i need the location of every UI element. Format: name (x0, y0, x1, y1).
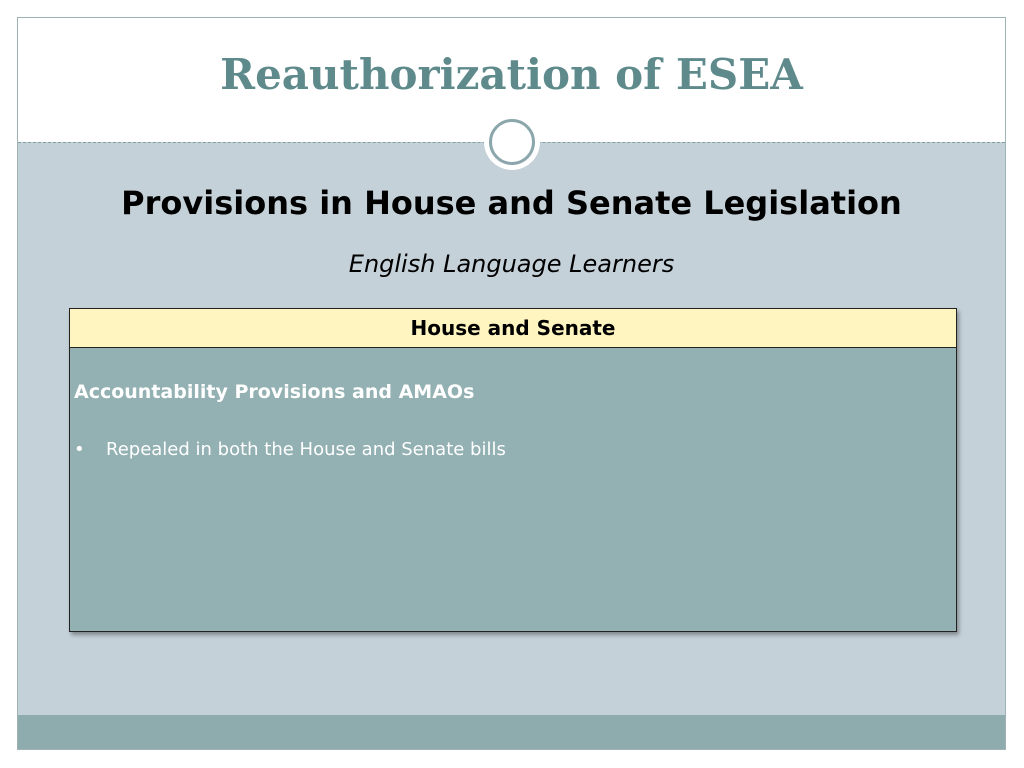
bullet-list (74, 439, 506, 460)
list-item (74, 439, 506, 460)
slide-title: Reauthorization of ESEA (220, 50, 803, 99)
slide (17, 17, 1006, 750)
bullet-text: Repealed in both the House and Senate bills (106, 439, 506, 460)
bullet-dot-icon: • (74, 439, 85, 460)
slide-topic: English Language Learners (348, 250, 675, 278)
ring-ornament-icon (484, 114, 540, 170)
footer-band (18, 715, 1005, 749)
section-heading: Accountability Provisions and AMAOs (74, 381, 475, 403)
slide-subtitle: Provisions in House and Senate Legislation (121, 184, 902, 222)
ring-ornament-inner (489, 119, 535, 165)
table-header: House and Senate (70, 309, 956, 348)
provisions-table (69, 308, 957, 632)
